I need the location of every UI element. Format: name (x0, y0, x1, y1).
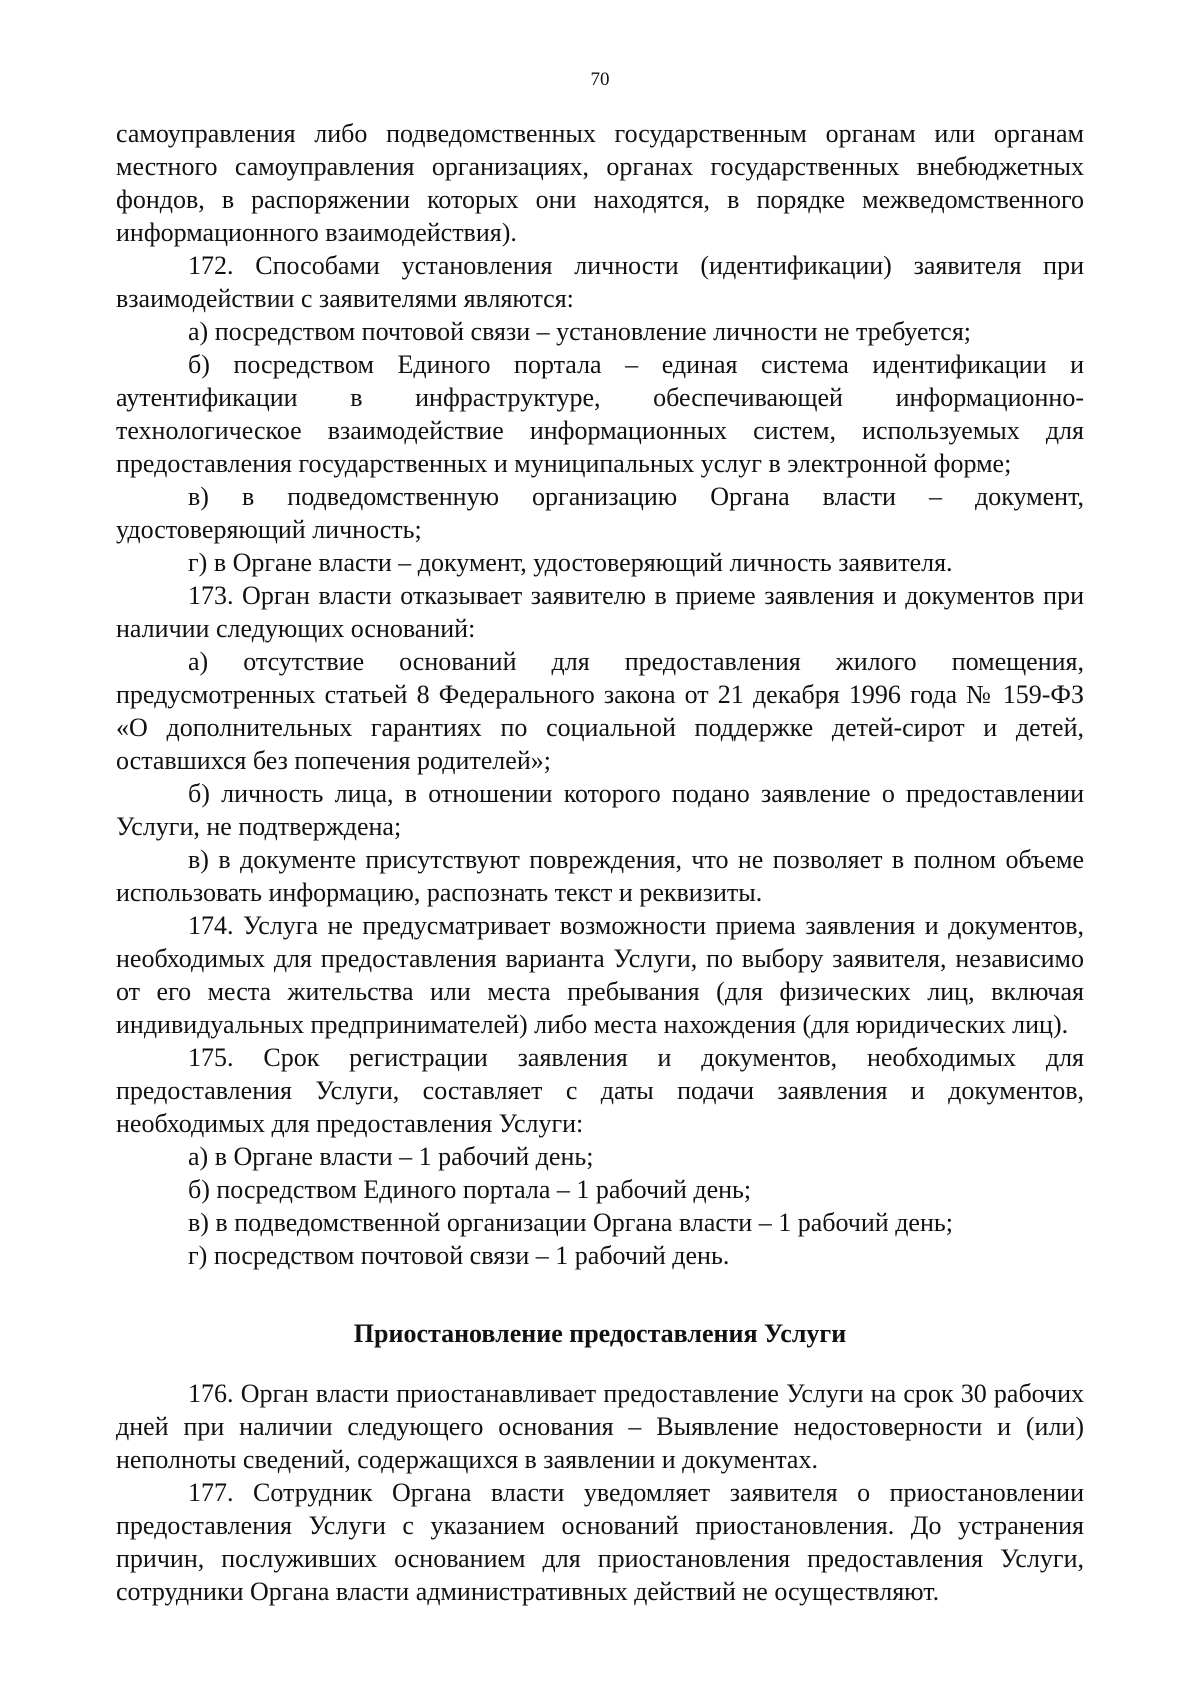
list-item-173-v: в) в документе присутствуют повреждения, что не позволяет в полном объеме использовать информацию, распознать текст и реквизиты. (116, 845, 1084, 907)
list-item-175-v: в) в подведомственной организации Органа власти – 1 рабочий день; (188, 1208, 953, 1237)
list-item-173-a: а) отсутствие оснований для предоставления жилого помещения, предусмотренных статьей 8 Федерального закона от 21 декабря 1996 года № 159-ФЗ «О дополнительных гарантиях по социальной поддержке детей-сирот и детей, оставшихся без попечения родителей»; (116, 647, 1084, 775)
document-body (116, 117, 1084, 1608)
paragraph-173: 173. Орган власти отказывает заявителю в приеме заявления и документов при наличии следующих оснований: (116, 581, 1084, 643)
list-item-175-b: б) посредством Единого портала – 1 рабочий день; (188, 1175, 752, 1204)
paragraph-172: 172. Способами установления личности (идентификации) заявителя при взаимодействии с заявителями являются: (116, 251, 1084, 313)
list-item-175-a: а) в Органе власти – 1 рабочий день; (188, 1142, 594, 1171)
list-item-172-b: б) посредством Единого портала – единая система идентификации и аутентификации в инфраструктуре, обеспечивающей информационно-технологическое взаимодействие информационных систем, используемых для предоставления государственных и муниципальных услуг в электронной форме; (116, 350, 1084, 478)
paragraph-175: 175. Срок регистрации заявления и документов, необходимых для предоставления Услуги, составляет с даты подачи заявления и документов, необходимых для предоставления Услуги: (116, 1043, 1084, 1138)
list-item-172-v: в) в подведомственную организацию Органа власти – документ, удостоверяющий личность; (116, 482, 1084, 544)
list-item-173-b: б) личность лица, в отношении которого подано заявление о предоставлении Услуги, не подтверждена; (116, 779, 1084, 841)
paragraph-174: 174. Услуга не предусматривает возможности приема заявления и документов, необходимых для предоставления варианта Услуги, по выбору заявителя, независимо от его места жительства или места пребывания (для физических лиц, включая индивидуальных предпринимателей) либо места нахождения (для юридических лиц). (116, 911, 1084, 1039)
paragraph-177: 177. Сотрудник Органа власти уведомляет заявителя о приостановлении предоставления Услуги с указанием оснований приостановления. До устранения причин, послуживших основанием для приостановления предоставления Услуги, сотрудники Органа власти административных действий не осуществляют. (116, 1478, 1084, 1606)
section-heading: Приостановление предоставления Услуги (353, 1319, 847, 1348)
list-item-172-g: г) в Органе власти – документ, удостоверяющий личность заявителя. (188, 548, 953, 577)
paragraph-176: 176. Орган власти приостанавливает предоставление Услуги на срок 30 рабочих дней при наличии следующего основания – Выявление недостоверности и (или) неполноты сведений, содержащихся в заявлении и документах. (116, 1379, 1084, 1474)
list-item-172-a: а) посредством почтовой связи – установление личности не требуется; (188, 317, 971, 346)
list-item-175-g: г) посредством почтовой связи – 1 рабочий день. (188, 1241, 730, 1270)
paragraph-continuation: самоуправления либо подведомственных государственным органам или органам местного самоуправления организациях, органах государственных внебюджетных фондов, в распоряжении которых они находятся, в порядке межведомственного информационного взаимодействия). (116, 119, 1084, 247)
page-number: 70 (590, 69, 610, 90)
